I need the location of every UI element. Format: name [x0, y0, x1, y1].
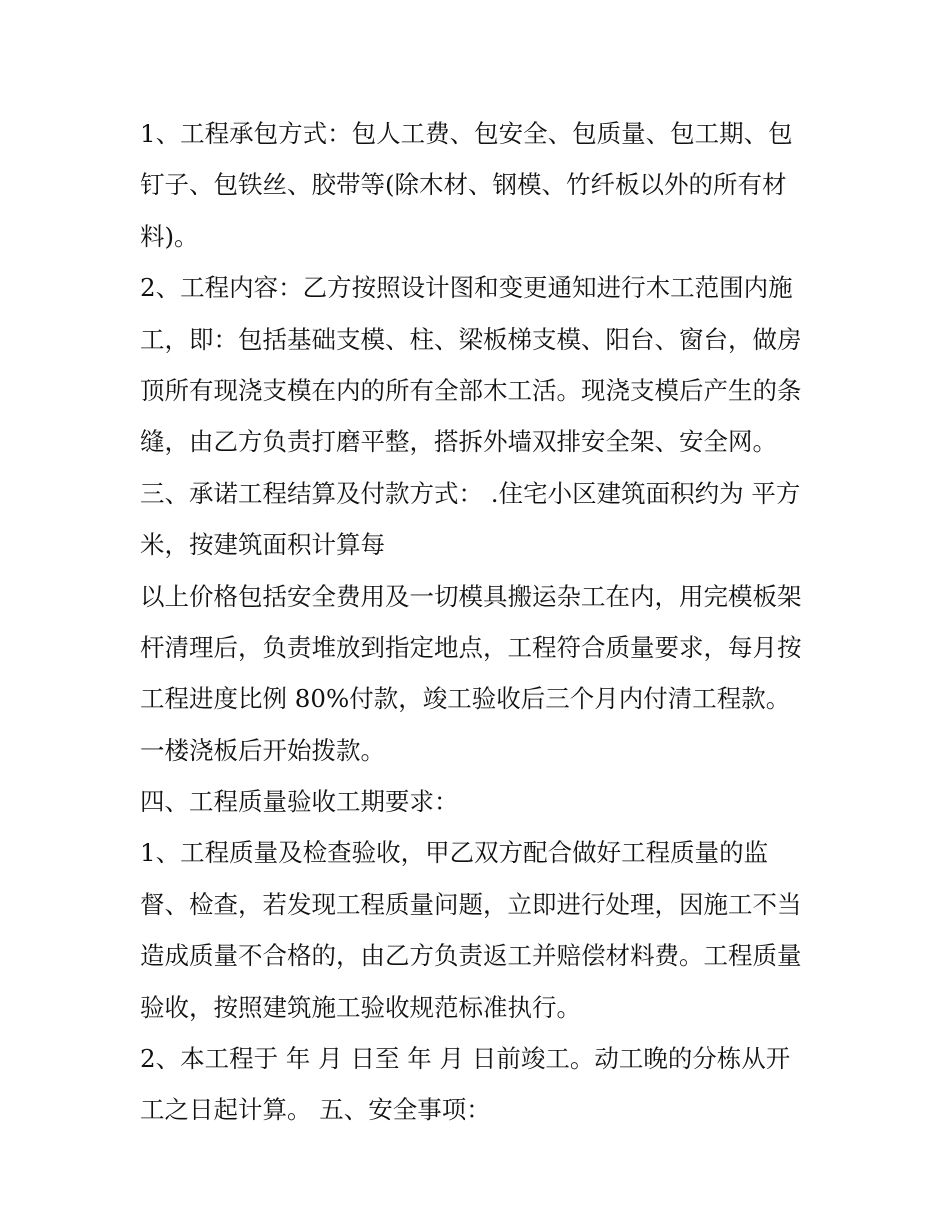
text-line: 督、检查，若发现工程质量问题，立即进行处理，因施工不当 [140, 889, 802, 919]
text-line: 1、工程质量及检查验收，甲乙双方配合做好工程质量的监 [140, 838, 769, 868]
text-line: 三、承诺工程结算及付款方式： .住宅小区建筑面积约为 平方 [140, 478, 801, 508]
section-heading: 四、工程质量验收工期要求： [140, 787, 459, 817]
text-line: 以上价格包括安全费用及一切模具搬运杂工在内，用完模板架 [140, 581, 802, 611]
text-line: 工，即：包括基础支模、柱、梁板梯支模、阳台、窗台，做房 [140, 324, 802, 354]
text-line: 料)。 [140, 221, 199, 251]
text-line: 顶所有现浇支模在内的所有全部木工活。现浇支模后产生的条 [140, 375, 802, 405]
text-line: 工程进度比例 80%付款，竣工验收后三个月内付清工程款。 [140, 684, 791, 714]
text-line: 杆清理后，负责堆放到指定地点，工程符合质量要求，每月按 [140, 632, 802, 662]
document-body [140, 108, 820, 1136]
text-line: 米，按建筑面积计算每 [140, 530, 385, 560]
text-line: 1、工程承包方式：包人工费、包安全、包质量、包工期、包 [140, 119, 793, 148]
text-line: 缝，由乙方负责打磨平整，搭拆外墙双排安全架、安全网。 [140, 427, 777, 457]
text-line: 2、工程内容：乙方按照设计图和变更通知进行木工范围内施 [140, 273, 793, 303]
text-line: 工之日起计算。 五、安全事项： [140, 1095, 491, 1125]
text-line: 2、本工程于 年 月 日至 年 月 日前竣工。动工晚的分栋从开 [140, 1044, 791, 1074]
text-line: 造成质量不合格的，由乙方负责返工并赔偿材料费。工程质量 [140, 941, 802, 971]
text-line: 验收，按照建筑施工验收规范标准执行。 [140, 992, 581, 1022]
text-line: 钉子、包铁丝、胶带等(除木材、钢模、竹纤板以外的所有材 [140, 170, 787, 200]
text-line: 一楼浇板后开始拨款。 [140, 735, 385, 765]
